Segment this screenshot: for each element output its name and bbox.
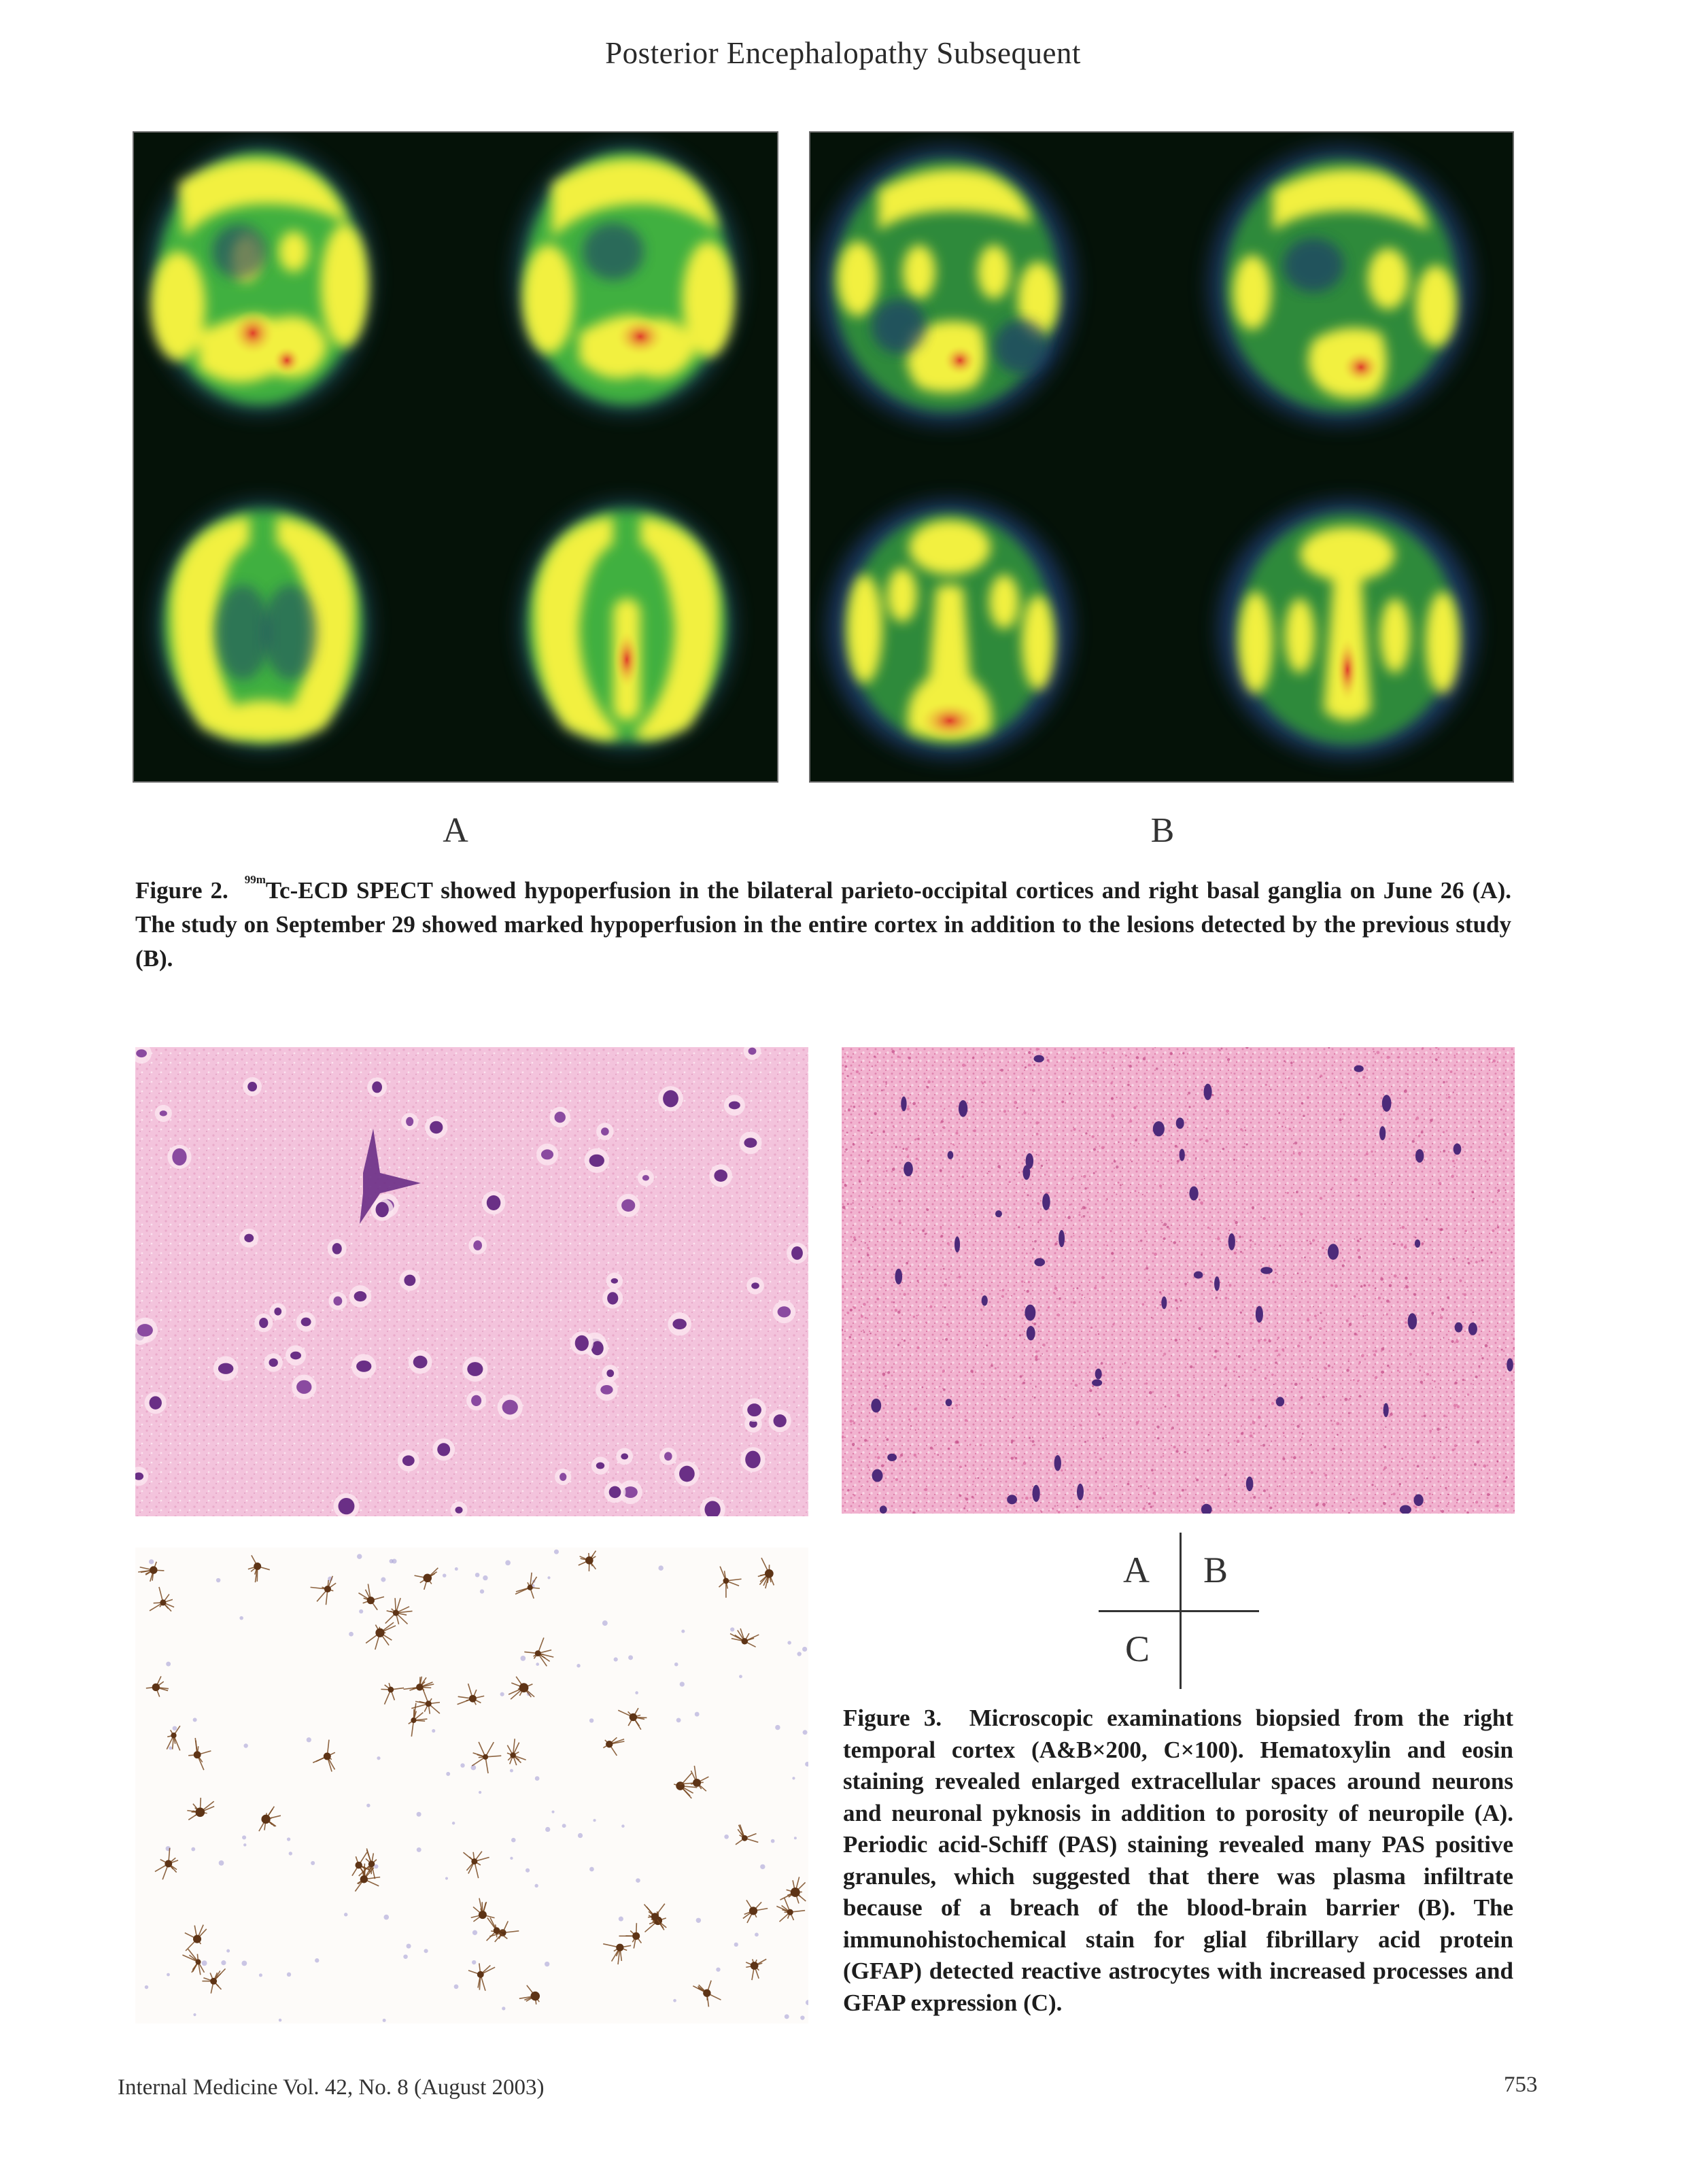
running-head: Posterior Encephalopathy Subsequent [605, 36, 1081, 70]
spect-slice [1208, 146, 1473, 425]
figure3-key-b: B [1203, 1550, 1228, 1590]
micrograph-gfap [135, 1548, 808, 2024]
spect-panel-b [809, 131, 1514, 783]
spect-panel-a [133, 131, 778, 783]
spect-slice [154, 500, 372, 751]
micrograph-he-image [135, 1047, 808, 1516]
figure3-key-horizontal-line [1099, 1610, 1259, 1612]
figure2-caption-superscript: 99m [244, 873, 266, 886]
figure3-caption-text: Microscopic examinations biopsied from the right temporal cortex (A&B×200, C×100). Hematoxylin and eosin staining revealed enlarged extracellular spaces around neurons and neuronal pyknosis in addition to porosity of neuropile (A). Periodic acid-Schiff (PAS) staining revealed many PAS positive granules, which suggested that there was plasma infiltrate because of a breach of the blood-brain barrier (B). The immunohistochemical stain for glial fibrillary acid protein (GFAP) detected reactive astrocytes with increased processes and GFAP expression (C). [843, 1705, 1513, 2016]
figure2-caption-text: Tc-ECD SPECT showed hypoperfusion in the bilateral parieto-occipital cortices and right basal ganglia on June 26 (A). The study on September 29 showed marked hypoperfusion in the entire cortex in addition to the lesions detected by the previous study (B). [135, 877, 1511, 972]
figure2-label-a: A [443, 811, 468, 850]
spect-slice [513, 143, 741, 415]
figure3-key-c: C [1125, 1628, 1150, 1669]
journal-citation: Internal Medicine Vol. 42, No. 8 (August 2003) [118, 2075, 545, 2100]
spect-image-b [810, 133, 1513, 781]
page-number: 753 [1504, 2072, 1538, 2097]
spect-slice [817, 146, 1076, 425]
micrograph-pas [842, 1047, 1515, 1514]
figure3-caption [843, 1703, 1513, 2019]
spect-slice [827, 500, 1072, 758]
micrograph-pas-image [842, 1047, 1515, 1514]
figure3-key-a: A [1123, 1550, 1150, 1590]
figure2-caption [135, 874, 1511, 976]
spect-slice [145, 143, 374, 415]
micrograph-gfap-image [135, 1548, 808, 2024]
spect-image-a [134, 133, 777, 781]
spect-slice [1218, 500, 1477, 758]
figure3-caption-label: Figure 3. [843, 1705, 942, 1731]
micrograph-he [135, 1047, 808, 1516]
figure2-caption-label: Figure 2. [135, 877, 228, 904]
figure2-label-b: B [1150, 811, 1175, 850]
spect-slice [518, 500, 736, 751]
